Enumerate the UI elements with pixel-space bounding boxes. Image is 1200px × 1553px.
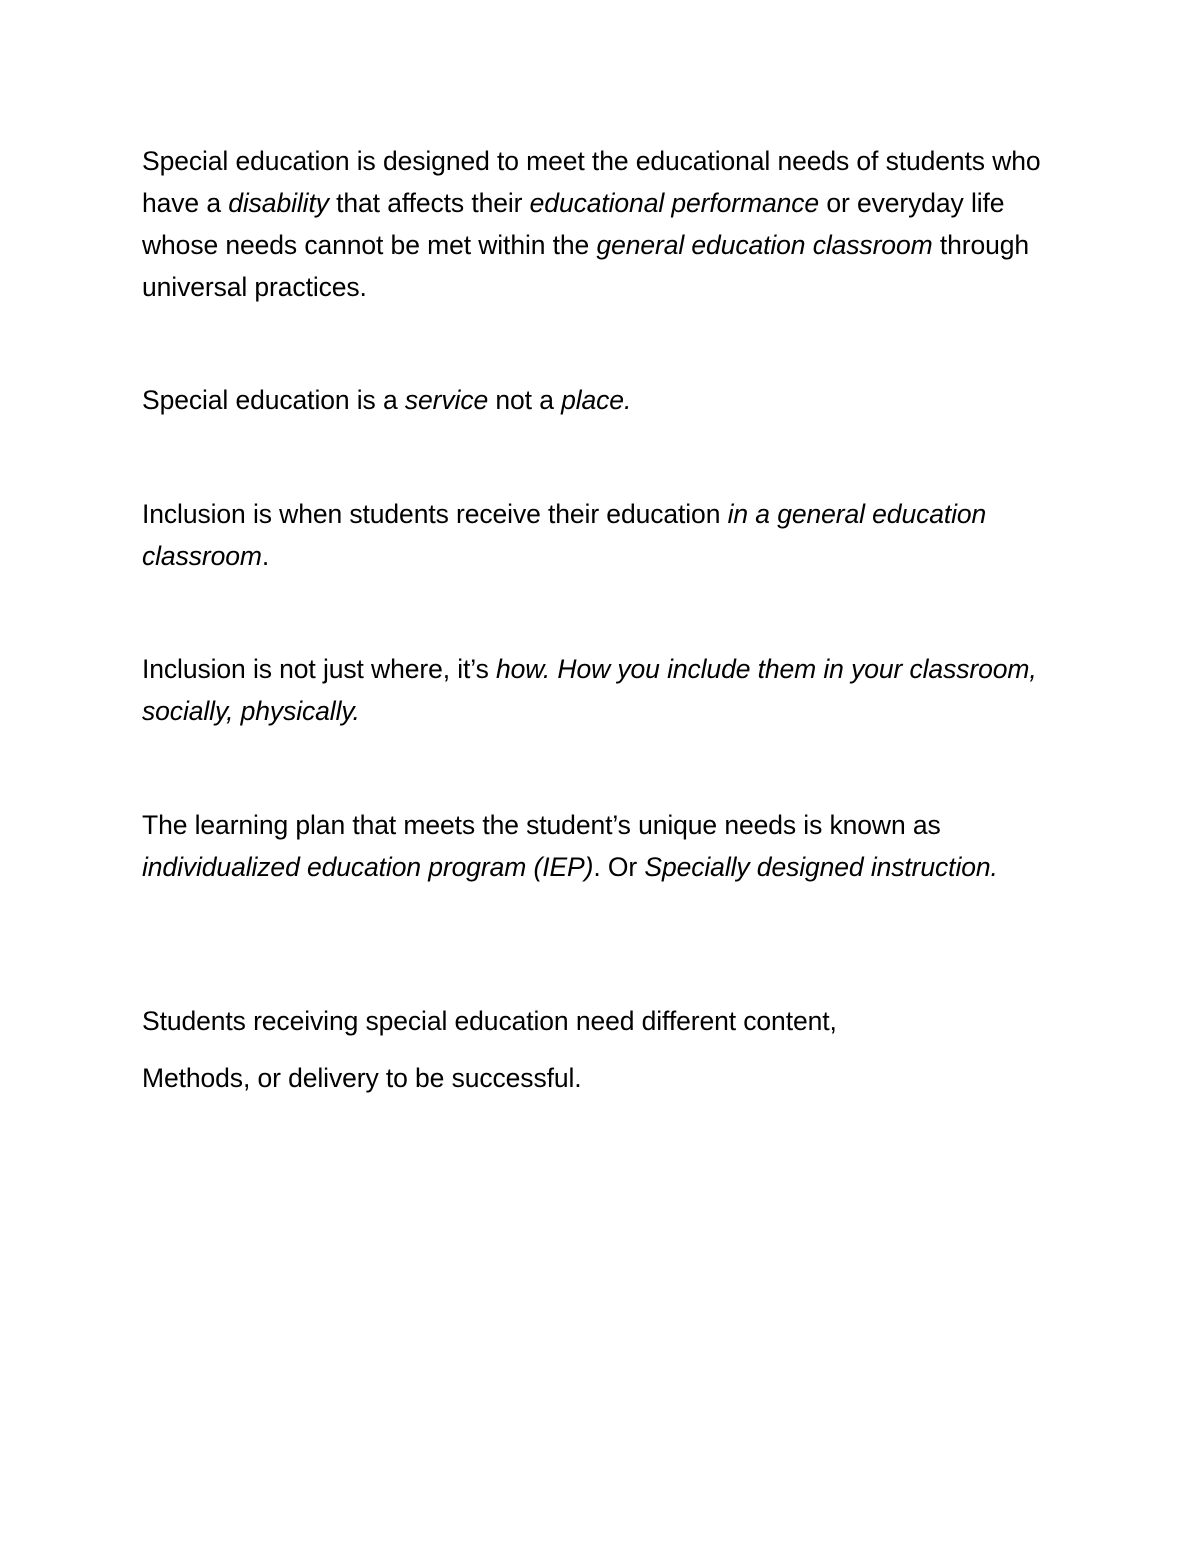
text-run: not a [488,385,562,415]
paragraph-service-not-place [142,379,1042,421]
italic-run: disability [228,188,329,218]
paragraph-different-content-line1: Students receiving special education need different content, [142,1006,837,1036]
text-run: Inclusion is when students receive their education [142,499,728,529]
paragraph-special-education-definition [142,140,1042,308]
paragraph-inclusion-definition [142,493,1042,577]
italic-run: how. How you include them in your classroom, socially, physically. [142,654,1037,726]
text-run: Inclusion is not just where, it’s [142,654,497,684]
text-run: . Or [593,852,645,882]
text-run: or everyday life whose needs cannot be met within the [142,188,1005,260]
italic-run: general education classroom [596,230,933,260]
italic-run: individualized education program (IEP) [142,852,594,882]
text-run: that affects their [328,188,530,218]
italic-run: Specially designed instruction. [644,852,998,882]
paragraph-learning-plan [142,804,1042,888]
text-run: through universal practices. [142,230,1030,302]
italic-run: educational performance [529,188,820,218]
text-run: . [261,541,270,571]
italic-run: service [404,385,489,415]
paragraph-inclusion-how [142,648,1042,732]
italic-run: in a general education classroom [142,499,987,571]
paragraph-different-content-line2: Methods, or delivery to be successful. [142,1063,582,1093]
text-run: Special education is a [142,385,405,415]
text-run: The learning plan that meets the student’s unique needs is known as [142,810,941,840]
italic-run: place. [561,385,632,415]
text-run: Special education is designed to meet the educational needs of students who have a [142,146,1041,218]
